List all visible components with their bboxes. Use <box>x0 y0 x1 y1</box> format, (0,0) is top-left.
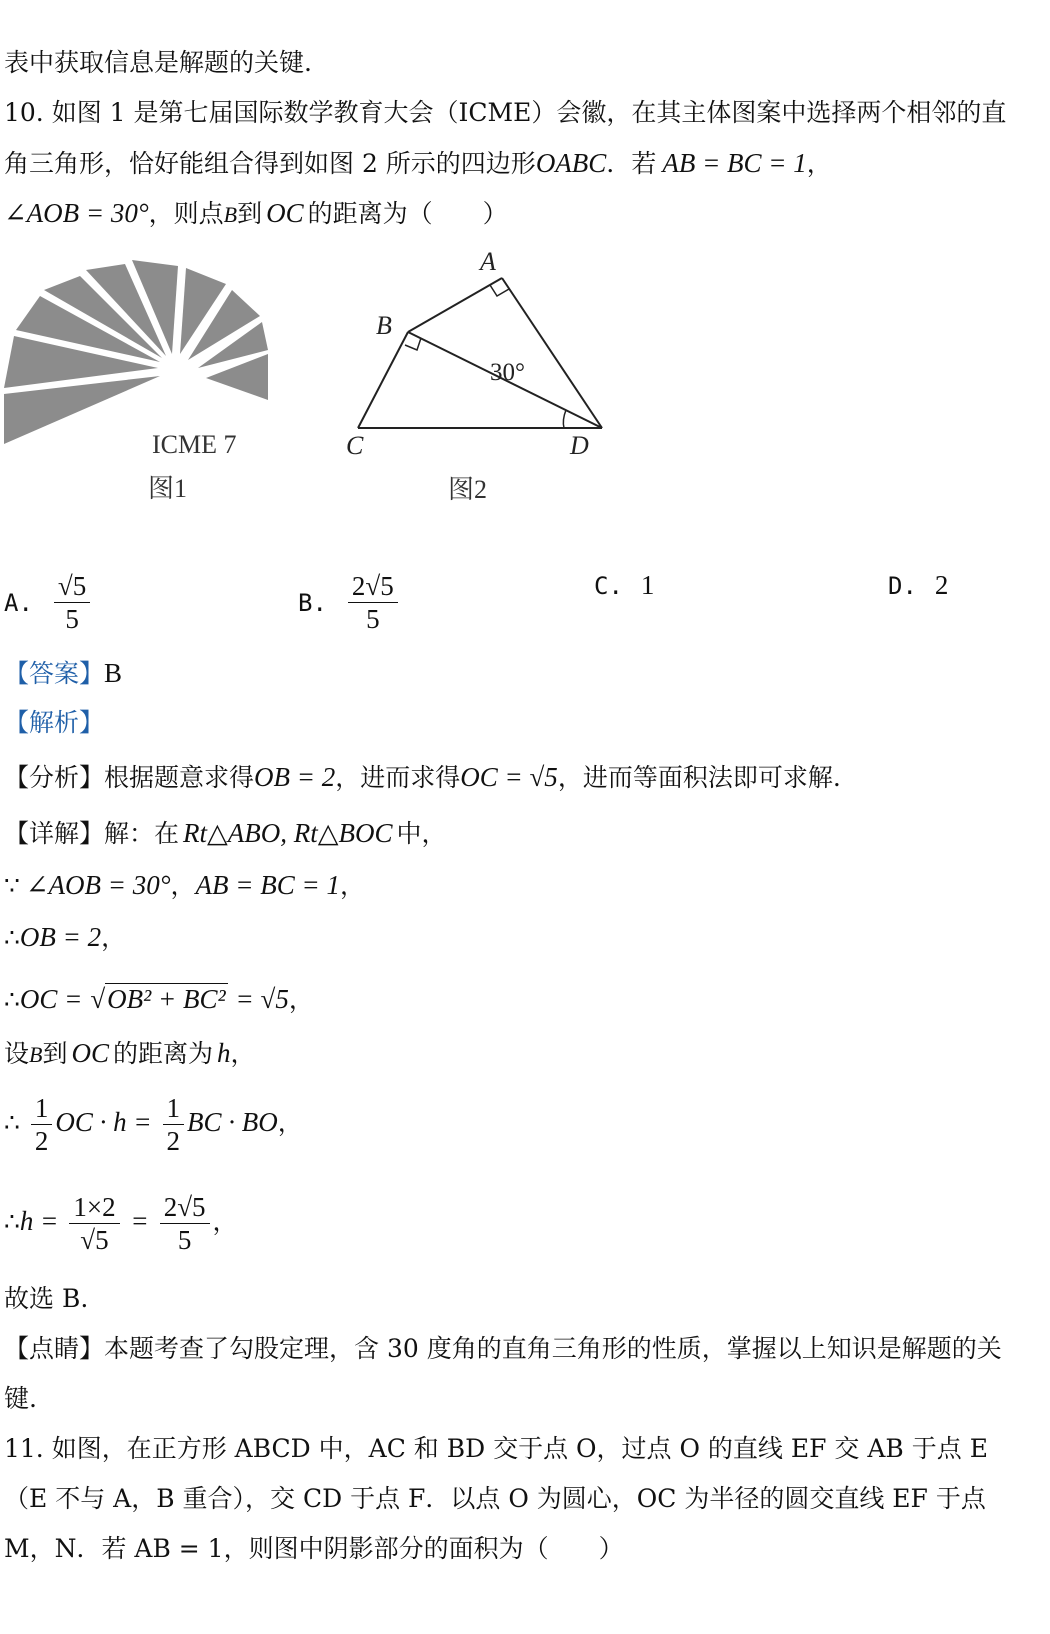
figure1-icme-logo <box>0 250 320 520</box>
q10-line2 <box>4 146 832 181</box>
step3-therefore: ∴ <box>4 985 20 1014</box>
q11-line1: 11. 如图，在正方形 ABCD 中，AC 和 BD 交于点 O，过点 O 的直线 EF 交 AB 于点 E <box>4 1434 988 1463</box>
step5-comma: ， <box>277 1108 303 1137</box>
xiangjie-triangles: Rt△ABO, Rt△BOC <box>183 818 393 848</box>
option-c-value: 1 <box>640 570 655 600</box>
option-d <box>888 570 948 601</box>
step1-eq: AB = BC = 1 <box>195 870 340 900</box>
edge-bc <box>358 332 408 428</box>
q10-line2-text-c: ， <box>806 149 832 178</box>
label-b: B <box>376 311 392 340</box>
step3-comma: ， <box>288 985 314 1014</box>
step5-half-1 <box>31 1092 53 1157</box>
step6-h: h = <box>19 1206 59 1236</box>
q10-given-eq: AB = BC = 1 <box>662 148 807 178</box>
step6-eq: = <box>130 1206 149 1236</box>
dianjing-tag: 【点睛】 <box>4 1334 105 1363</box>
step5 <box>4 1090 303 1157</box>
previous-answer-tail: 表中获取信息是解题的关键. <box>4 48 312 77</box>
step6-frac2 <box>160 1191 210 1256</box>
label-c: C <box>346 431 364 460</box>
option-d-value: 2 <box>934 570 949 600</box>
fenxi-text-a: 根据题意求得 <box>104 763 255 792</box>
step4-distance: 的距离为 <box>113 1039 214 1068</box>
step3-lhs: OC = <box>19 984 83 1014</box>
step5-therefore: ∴ <box>4 1108 20 1137</box>
step1-comma2: ， <box>339 871 365 900</box>
step1 <box>4 868 365 903</box>
figure1-caption: 图1 <box>148 474 188 503</box>
step4-b: B <box>29 1042 43 1067</box>
option-b-denominator: 5 <box>366 604 380 634</box>
xiangjie-tag: 【详解】 <box>4 819 105 848</box>
angle-arc-d <box>563 410 566 428</box>
xiangjie-text-a: 解：在 <box>104 819 180 848</box>
answer-value: B <box>104 658 123 688</box>
q10-oc: OC <box>266 198 304 228</box>
option-b-fraction <box>348 570 398 635</box>
fenxi-tag: 【分析】 <box>4 763 105 792</box>
xiangjie-line <box>4 816 447 851</box>
step2-comma: ， <box>101 923 127 952</box>
step5-end: BC · BO <box>187 1107 278 1137</box>
q11-line2: （E 不与 A，B 重合），交 CD 于点 F．以点 O 为圆心，OC 为半径的圆交直线 EF 于点 <box>4 1484 986 1513</box>
step4-h: h <box>217 1038 231 1068</box>
step3 <box>4 982 314 1017</box>
step1-angle: ∠AOB = 30° <box>25 870 171 900</box>
step3-radicand: OB² + BC² <box>107 984 226 1014</box>
right-angle-b <box>405 338 421 350</box>
step4-let: 设 <box>4 1039 30 1068</box>
step3-sqrt: √OB² + BC² <box>90 984 226 1014</box>
option-b-label: B. <box>298 588 327 617</box>
edge-ab <box>408 278 502 332</box>
answer-line <box>4 656 122 691</box>
option-b-numerator: 2√5 <box>348 570 398 603</box>
q10-line3 <box>4 196 508 232</box>
option-a-denominator: 5 <box>65 604 79 634</box>
step5-half-1-den: 2 <box>34 1126 49 1156</box>
step4 <box>4 1036 256 1072</box>
q10-angle: ∠AOB = 30° <box>4 198 149 228</box>
answer-tag: 【答案】 <box>4 659 105 688</box>
q10-line3-text-c: 的距离为（ ） <box>307 199 508 228</box>
step6-frac1-num: 1×2 <box>69 1191 119 1224</box>
step6-therefore: ∴ <box>4 1207 20 1236</box>
fenxi-text-c: ，进而等面积法即可求解. <box>557 763 841 792</box>
q10-line3-text-a: ，则点 <box>148 199 224 228</box>
angle-label: 30° <box>490 359 525 386</box>
q10-line2-text-b: ．若 <box>606 149 657 178</box>
step5-half-1-num: 1 <box>31 1092 53 1125</box>
option-a <box>4 570 93 635</box>
fenxi-text-b: ，进而求得 <box>335 763 461 792</box>
step1-because: ∵ <box>4 871 20 900</box>
q10-quad: OABC <box>535 148 607 178</box>
q10-line3-text-b: 到 <box>237 199 263 228</box>
option-b <box>298 570 401 635</box>
q11-line3: M，N．若 AB = 1，则图中阴影部分的面积为（ ） <box>4 1534 624 1563</box>
fenxi-eq2: OC = √5 <box>460 762 558 792</box>
step4-comma: ， <box>230 1039 256 1068</box>
q10-line2-text-a: 角三角形，恰好能组合得到如图 2 所示的四边形 <box>4 149 536 178</box>
figure2-quadrilateral <box>340 240 630 520</box>
step6 <box>4 1186 238 1257</box>
step3-rhs: = √5 <box>235 984 289 1014</box>
option-a-numerator: √5 <box>54 570 90 603</box>
label-d: D <box>570 431 589 460</box>
step2 <box>4 920 126 955</box>
dianjing-text: 本题考查了勾股定理，含 30 度角的直角三角形的性质，掌握以上知识是解题的关 <box>104 1334 1002 1363</box>
step5-mid: OC · h = <box>55 1107 152 1137</box>
step5-half-2-num: 1 <box>163 1092 185 1125</box>
step4-oc: OC <box>71 1038 109 1068</box>
guxuan-line: 故选 B. <box>4 1284 89 1313</box>
dianjing-line2: 键. <box>4 1384 37 1413</box>
q10-line1: 10. 如图 1 是第七届国际数学教育大会（ICME）会徽，在其主体图案中选择两个相邻的直 <box>4 98 1007 127</box>
step2-eq: OB = 2 <box>19 922 102 952</box>
step4-to: 到 <box>42 1039 68 1068</box>
q10-point-b: B <box>223 202 238 227</box>
step2-therefore: ∴ <box>4 923 20 952</box>
step5-half-2 <box>163 1092 185 1157</box>
step5-half-2-den: 2 <box>166 1126 181 1156</box>
step6-frac1 <box>69 1191 119 1256</box>
step6-comma: ， <box>212 1207 238 1236</box>
option-d-label: D. <box>888 571 917 600</box>
option-a-fraction <box>54 570 90 635</box>
analysis-line <box>4 706 104 740</box>
label-a: A <box>480 247 496 276</box>
right-angle-a <box>490 285 509 296</box>
logo-triangles <box>4 260 268 444</box>
xiangjie-text-b: 中， <box>396 819 447 848</box>
option-c-label: C. <box>594 571 623 600</box>
option-c <box>594 570 654 601</box>
logo-text: ICME 7 <box>152 430 237 459</box>
step6-frac2-num: 2√5 <box>160 1191 210 1224</box>
fenxi-line <box>4 760 841 795</box>
edge-ad <box>502 278 602 428</box>
option-a-label: A. <box>4 588 33 617</box>
step6-frac1-den: √5 <box>80 1225 109 1255</box>
figure2-caption: 图2 <box>448 475 488 504</box>
step1-comma1: ， <box>170 871 196 900</box>
dianjing-line <box>4 1332 1002 1366</box>
step6-frac2-den: 5 <box>177 1225 192 1255</box>
fenxi-eq1: OB = 2 <box>254 762 336 792</box>
analysis-tag: 【解析】 <box>4 708 105 737</box>
